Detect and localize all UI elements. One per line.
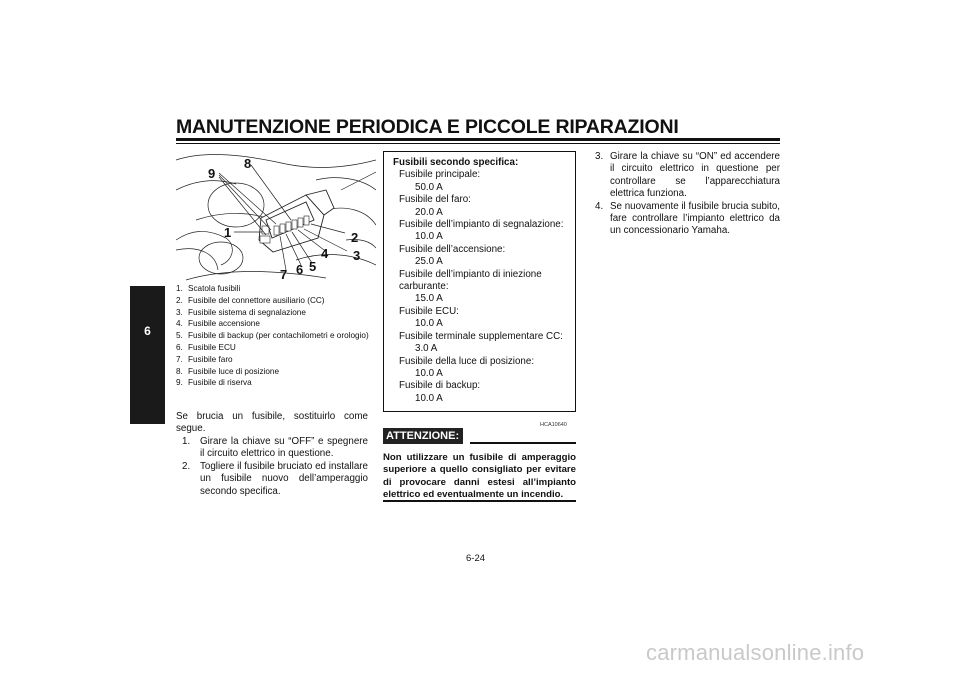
legend-item: 5. Fusibile di backup (per contachilometri e orologio) [176, 331, 369, 341]
page-title: MANUTENZIONE PERIODICA E PICCOLE RIPARAZIONI [176, 116, 679, 138]
caution-bottom-rule [383, 500, 576, 502]
fuse-box-drawing [176, 150, 376, 282]
watermark: carmanualsonline.info [646, 640, 865, 665]
page-number: 6-24 [466, 553, 486, 564]
procedure-step: 4. Se nuovamente il fusibile brucia subito, fare controllare l’impianto elettrico da un concessionario Yamaha. [595, 200, 780, 237]
caution-code: HCA10640 [540, 422, 567, 428]
legend-item: 1. Scatola fusibili [176, 284, 241, 293]
spec-label: Fusibile principale: [399, 169, 481, 181]
procedure-step: 2. Togliere il fusibile bruciato ed installare un fusibile nuovo dell’amperaggio secondo specifica. [182, 460, 368, 497]
legend-item: 8. Fusibile luce di posizione [176, 366, 280, 376]
procedure-step: 1. Girare la chiave su “OFF” e spegnere il circuito elettrico in questione. [182, 436, 368, 460]
spec-label: Fusibile dell’impianto di segnalazione: [399, 219, 564, 231]
spec-label: Fusibile terminale supplementare CC: [399, 330, 563, 342]
section-tab-label: 6 [144, 324, 151, 338]
legend-item: 3. Fusibile sistema di segnalazione [176, 307, 306, 317]
header-rule-thick [176, 138, 780, 141]
figure-legend [176, 283, 376, 389]
spec-value: 20.0 A [415, 206, 443, 218]
callout-4: 4 [321, 246, 329, 261]
callout-3: 3 [353, 248, 361, 263]
caution-header [383, 428, 576, 446]
spec-label: Fusibile ECU: [399, 305, 459, 317]
callout-8: 8 [244, 156, 252, 171]
callout-5: 5 [309, 259, 317, 274]
spec-label: Fusibile dell’accensione: [399, 243, 506, 255]
procedure-step: 3. Girare la chiave su “ON” ed accendere il circuito elettrico in questione per controllare se l’apparecchiatura elettrica funziona. [595, 151, 780, 200]
procedure-steps-right [595, 151, 780, 238]
legend-item: 4. Fusibile accensione [176, 319, 260, 329]
fuse-box-illustration [176, 150, 376, 282]
callout-7: 7 [280, 267, 288, 282]
spec-value: 3.0 A [415, 343, 438, 355]
spec-label: Fusibile della luce di posizione: [399, 355, 535, 367]
callout-2: 2 [351, 230, 359, 245]
header-rule-thin [176, 143, 780, 144]
caution-rule [470, 442, 576, 444]
callout-1: 1 [224, 225, 232, 240]
legend-item: 7. Fusibile faro [176, 354, 233, 364]
spec-value: 10.0 A [415, 231, 443, 243]
legend-item: 6. Fusibile ECU [176, 342, 236, 352]
callout-9: 9 [208, 166, 216, 181]
legend-item: 2. Fusibile del connettore ausiliario (CC) [176, 295, 325, 305]
spec-value: 15.0 A [415, 293, 443, 305]
spec-value: 50.0 A [415, 181, 443, 193]
caution-text: Non utilizzare un fusibile di amperaggio superiore a quello consigliato per evitare di provocare danni estesi all’impianto elettrico ed eventualmente un incendio. [383, 452, 576, 501]
spec-value: 10.0 A [415, 318, 443, 330]
fuse-spec-box [383, 151, 576, 412]
spec-title: Fusibili secondo specifica: [393, 157, 519, 168]
intro-paragraph: Se brucia un fusibile, sostituirlo come segue. [176, 411, 368, 435]
spec-label: Fusibile del faro: [399, 194, 471, 206]
callout-6: 6 [296, 262, 304, 277]
spec-value: 25.0 A [415, 256, 443, 268]
section-tab [130, 286, 165, 424]
spec-label: Fusibile dell’impianto di iniezione carburante: [399, 268, 542, 293]
spec-value: 10.0 A [415, 392, 443, 404]
spec-value: 10.0 A [415, 367, 443, 379]
procedure-steps-left [182, 436, 368, 498]
spec-label: Fusibile di backup: [399, 380, 481, 392]
caution-label: ATTENZIONE: [383, 428, 463, 444]
legend-item: 9. Fusibile di riserva [176, 378, 252, 388]
